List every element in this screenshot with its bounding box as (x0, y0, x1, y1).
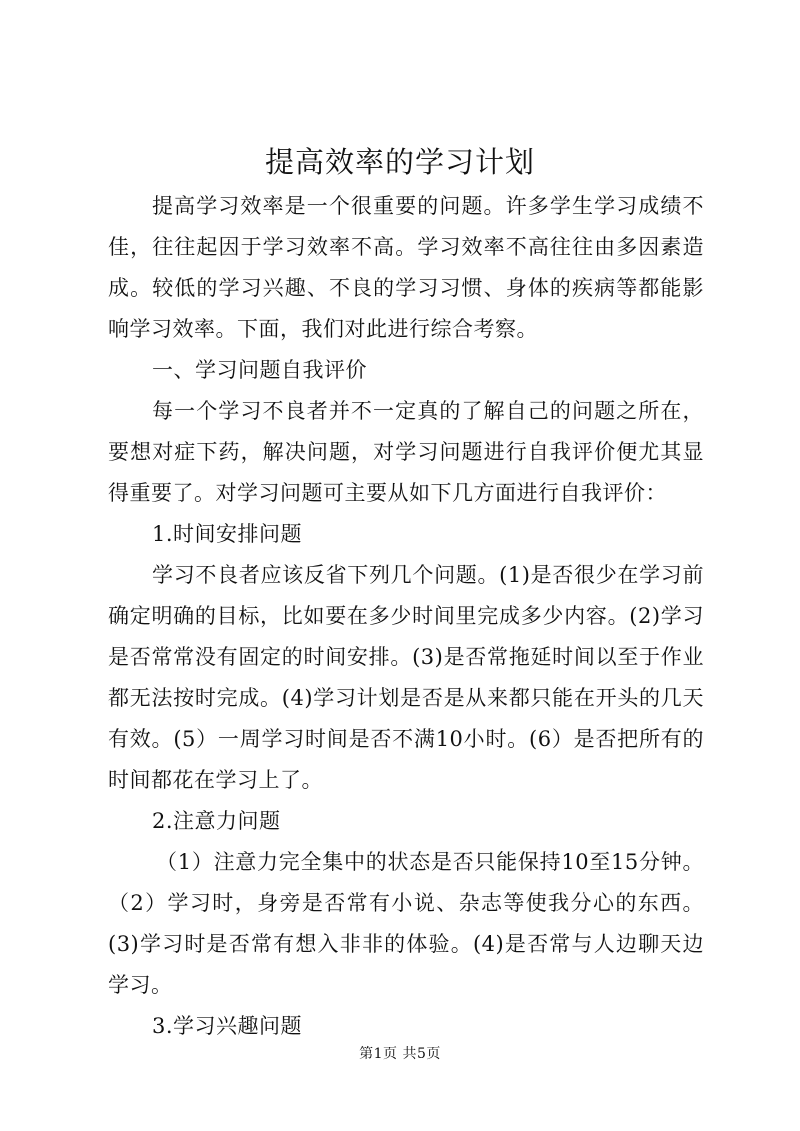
paragraph-intro: 提高学习效率是一个很重要的问题。许多学生学习成绩不佳，往往起因于学习效率不高。学习效率不高往往由多因素造成。较低的学习兴趣、不良的学习习惯、身体的疾病等都能影响学习效率。下面，我们对此进行综合考察。 (108, 194, 704, 341)
page-title: 提高效率的学习计划 (264, 145, 535, 179)
subheading-time-arrangement: 1.时间安排问题 (152, 522, 303, 546)
document-body (108, 186, 704, 1047)
subheading-learning-interest: 3.学习兴趣问题 (152, 1014, 303, 1038)
paragraph-time-arrangement: 学习不良者应该反省下列几个问题。(1)是否很少在学习前确定明确的目标，比如要在多少时间里完成多少内容。(2)学习是否常常没有固定的时间安排。(3)是否常拖延时间以至于作业都无法按时完成。(4)学习计划是否是从来都只能在开头的几天有效。(5）一周学习时间是否不满10小时。(6）是否把所有的时间都花在学习上了。 (108, 563, 704, 792)
section-heading-self-evaluation: 一、学习问题自我评价 (152, 358, 367, 382)
paragraph-attention: （1）注意力完全集中的状态是否只能保持10至15分钟。（2）学习时，身旁是否常有小说、杂志等使我分心的东西。(3)学习时是否常有想入非非的体验。(4)是否常与人边聊天边学习。 (108, 850, 704, 997)
paragraph-self-evaluation: 每一个学习不良者并不一定真的了解自己的问题之所在，要想对症下药，解决问题，对学习问题进行自我评价便尤其显得重要了。对学习问题可主要从如下几方面进行自我评价： (108, 399, 704, 505)
page-footer: 第1页 共5页 (359, 1046, 441, 1062)
subheading-attention: 2.注意力问题 (152, 809, 281, 833)
